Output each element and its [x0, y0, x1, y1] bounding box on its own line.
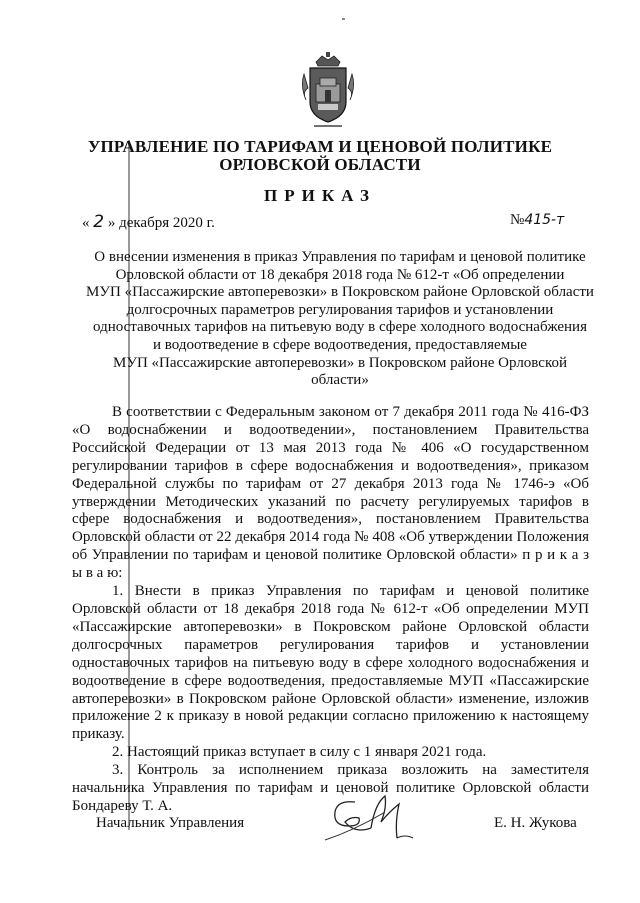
signatory-title: Начальник Управления	[96, 815, 245, 831]
order-item-3: 3. Контроль за исполнением приказа возложить на заместителя начальника Управления по тарифам и ценовой политике Орловской области Бондареву Т. А.	[72, 762, 589, 814]
subject-line: одноставочных тарифов на питьевую воду в сфере холодного водоснабжения	[93, 319, 587, 336]
organization-name-line2: ОРЛОВСКОЙ ОБЛАСТИ	[219, 155, 421, 174]
document-number	[510, 212, 564, 229]
order-item-2: 2. Настоящий приказ вступает в силу с 1 января 2021 года.	[112, 744, 487, 761]
number-prefix: №	[510, 212, 525, 228]
date-open-quote: «	[82, 215, 90, 231]
order-body	[72, 404, 589, 816]
handwritten-signature	[315, 782, 425, 852]
preamble-paragraph	[72, 404, 589, 583]
subject-line: МУП «Пассажирские автоперевозки» в Покровском районе Орловской области	[86, 284, 594, 301]
subject-line: долгосрочных параметров регулирования тарифов и установлении	[126, 301, 554, 318]
subject-line: Орловской области от 18 декабря 2018 года № 612-т «Об определении	[115, 266, 565, 283]
document-type: ПРИКАЗ	[264, 186, 376, 205]
signatory-name: Е. Н. Жукова	[494, 815, 577, 831]
number-value-handwritten: 415-т	[524, 212, 565, 228]
scan-speck	[342, 18, 345, 20]
order-item-1: 1. Внести в приказ Управления по тарифам и ценовой политике Орловской области от 18 декабря 2018 года № 612-т «Об определении МУП «Пассажирские автоперевозки» в Покровском районе Орловской области долгосрочных параметров регулирования тарифов и установлении одноставочных тарифов на питьевую воду в сфере холодного водоснабжения и водоотведение в сфере водоотведения, предоставляемые МУП «Пассажирские автоперевозки» в Покровском районе Орловской области» изменение, изложив приложение 2 к приказу в новой редакции согласно приложению к настоящему приказу.	[72, 583, 589, 743]
date-day-handwritten: 2	[93, 212, 105, 232]
subject-line: О внесении изменения в приказ Управления по тарифам и ценовой политике	[94, 249, 586, 265]
subject-line: МУП «Пассажирские автоперевозки» в Покровском районе Орловской	[112, 354, 568, 371]
order-word: п р и к а з ы в а ю:	[72, 547, 589, 582]
coat-of-arms-icon	[300, 52, 356, 128]
subject-line: и водоотведение в сфере водоотведения, предоставляемые	[153, 336, 527, 353]
subject-line: области»	[311, 372, 369, 389]
preamble-text: В соответствии с Федеральным законом от 7 декабря 2011 года № 416-ФЗ «О водоснабжении и водоотведении», постановлением Правительства Российской Федерации от 13 мая 2013 года № 406 «О государственном регулировании тарифов в сфере водоснабжения и водоотведения», приказом Федеральной службы по тарифам от 27 декабря 2013 года № 1746-э «Об утверждении Методических указаний по расчету регулируемых тарифов в сфере водоснабжения и водоотведения», постановлением Правительства Орловской области от 22 декабря 2014 года № 408 «Об утверждении Положения об Управлении по тарифам и ценовой политике Орловской области»	[72, 404, 589, 564]
order-subject	[72, 249, 608, 390]
organization-name-line1: УПРАВЛЕНИЕ ПО ТАРИФАМ И ЦЕНОВОЙ ПОЛИТИКЕ	[87, 137, 553, 156]
date-month-year: » декабря 2020 г.	[107, 215, 215, 231]
document-date	[82, 212, 215, 232]
